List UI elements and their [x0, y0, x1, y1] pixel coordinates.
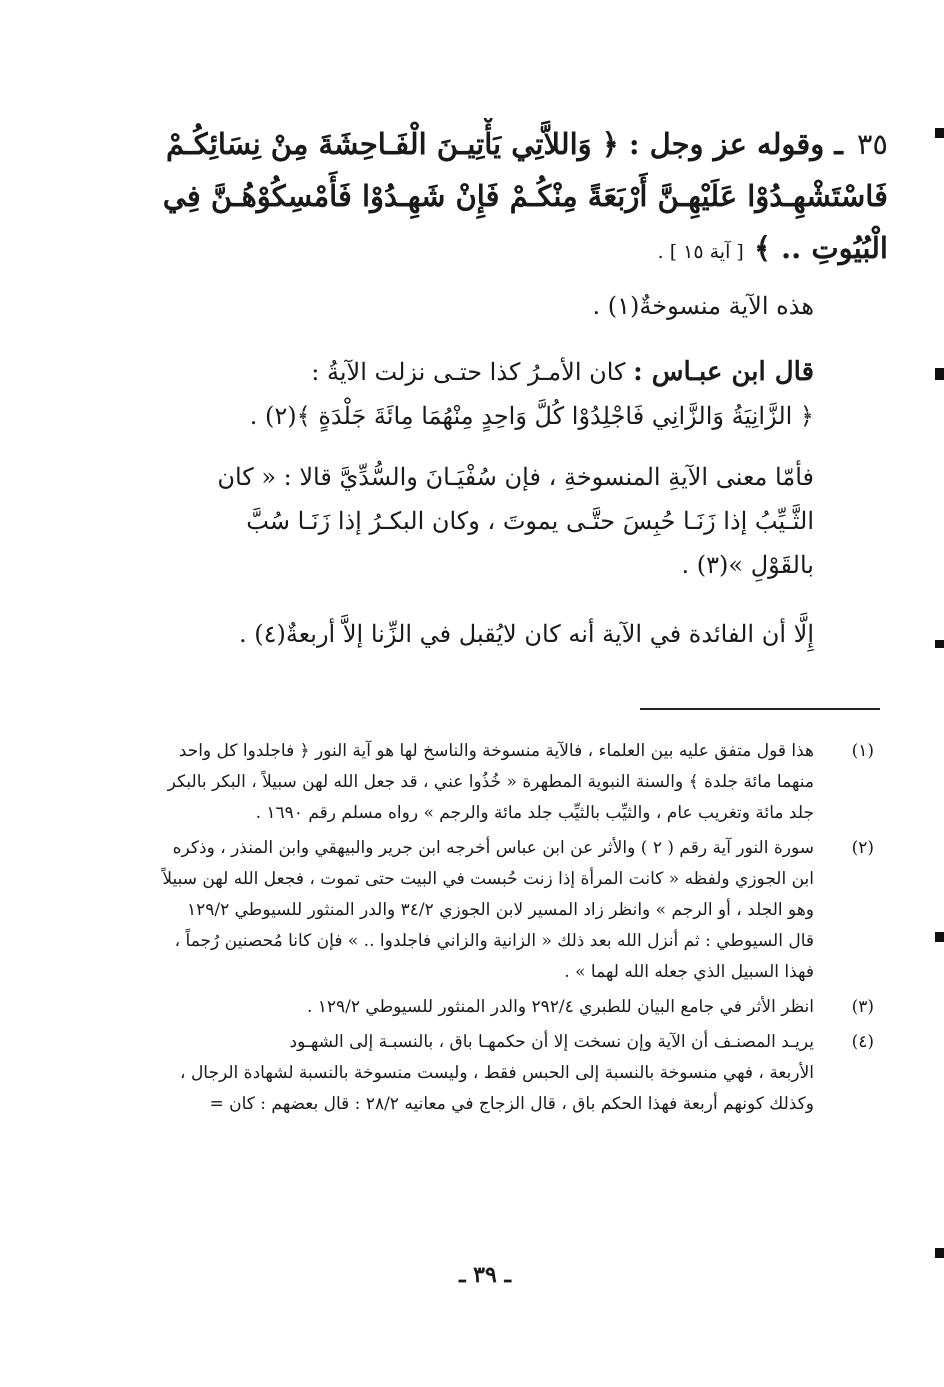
footnote-line: منهما مائة جلدة ﴾ والسنة النبوية المطهرة « خُذُوا عني ، قد جعل الله لهن سبيلاً ، البكر بالبكر — [167, 772, 814, 792]
scan-edge-mark — [935, 932, 944, 942]
footnote-line: وهو الجلد ، أو الرجم » وانظر زاد المسير لابن الجوزي ٣٤/٢ والدر المنثور للسيوطي ١٢٩/٢ — [186, 900, 814, 920]
paragraph-line: فأمّا معنى الآيةِ المنسوخةِ ، فإن سُفْيَـانَ والسُّدِّيَّ قالا : « كان — [217, 463, 814, 491]
quote-text: كان الأمـرُ كذا حتـى نزلت الآيةُ : — [311, 358, 634, 386]
footnote-number: (١) — [851, 741, 874, 761]
footnote-4 — [120, 1027, 874, 1120]
page-number: ـ ٣٩ ـ — [459, 1262, 511, 1288]
footnote-line: فهذا السبيل الذي جعله الله لهما » . — [564, 962, 814, 982]
entry-35 — [130, 118, 888, 278]
entry-text: ـ وقوله عز وجل : ﴿ وَاللاَّتِي يَأْتِيـنَ الْفَـاحِشَةَ مِنْ نِسَائِكُـمْ — [166, 127, 843, 161]
footnote-line: سورة النور آية رقم ( ٢ ) والأثر عن ابن عباس أخرجه ابن جرير والبيهقي وابن المنذر ، وذكره — [172, 838, 814, 858]
footnote-1 — [120, 736, 874, 829]
footnotes — [120, 736, 874, 1124]
entry-text: الْبُيُوتِ .. ﴾ — [753, 231, 888, 265]
scan-edge-mark — [935, 368, 944, 380]
footnote-line: انظر الأثر في جامع البيان للطبري ٢٩٢/٤ والدر المنثور للسيوطي ١٢٩/٢ . — [306, 997, 814, 1017]
entry-number: ٣٥ — [856, 127, 888, 161]
verse-reference: [ آية ١٥ ] . — [657, 241, 744, 263]
footnote-number: (٤) — [851, 1032, 874, 1052]
paragraph-line: هذه الآية منسوخةٌ(١) . — [592, 292, 814, 320]
entry-line — [130, 118, 888, 170]
speaker-name: قال ابن عبـاس : — [633, 357, 814, 387]
footnote-line: الأربعة ، فهي منسوخة بالنسبة إلى الحبس فقط ، وليست منسوخة بالنسبة لشهادة الرجال ، — [180, 1063, 814, 1083]
paragraph-line: الثَّـيِّبُ إذا زَنَـا حُبِسَ حتَّـى يموتَ ، وكان البكـرُ إذا زَنَـا سُبَّ — [246, 507, 814, 535]
scan-edge-mark — [935, 640, 944, 648]
verse-quote: ﴿ الزَّانِيَةُ وَالزَّانِي فَاجْلِدُوْا كُلَّ وَاحِدٍ مِنْهُمَا مِائَةَ جَلْدَةٍ ﴾(٢) . — [249, 402, 814, 430]
paragraph-abrogation — [130, 284, 814, 328]
footnote-line: قال السيوطي : ثم أنزل الله بعد ذلك « الزانية والزاني فاجلدوا .. » فإن كانا مُحصنين رُجماً ، — [174, 931, 814, 951]
footnote-line: ابن الجوزي ولفظه « كانت المرأة إذا زنت حُبست في البيت حتى تموت ، فجعل الله لهن سبيلاً — [162, 869, 814, 889]
scan-edge-mark — [935, 1248, 944, 1258]
footnote-number: (٢) — [851, 838, 874, 858]
paragraph-benefit — [130, 612, 814, 656]
footnote-3 — [120, 992, 874, 1023]
scan-edge-mark — [935, 128, 944, 138]
paragraph-line — [130, 350, 814, 394]
footnote-line: يريـد المصنـف أن الآية وإن نسخت إلا أن حكمهـا باق ، بالنسبـة إلى الشهـود — [289, 1032, 814, 1052]
footnote-2 — [120, 833, 874, 988]
footnote-line: هذا قول متفق عليه بين العلماء ، فالآية منسوخة والناسخ لها هو آية النور ﴿ فاجلدوا كل واحد — [178, 741, 814, 761]
entry-line — [130, 222, 888, 278]
footnote-separator — [640, 708, 880, 710]
entry-line: فَاسْتَشْهِـدُوْا عَلَيْهِـنَّ أَرْبَعَةً مِنْكُـمْ فَإِنْ شَهِـدُوْا فَأَمْسِكُوْهُـنَّ فِي — [162, 179, 888, 213]
paragraph-line: بالقَوْلِ »(٣) . — [681, 551, 814, 579]
paragraph-meaning — [130, 455, 814, 587]
paragraph-ibn-abbas — [130, 350, 814, 438]
paragraph-line: إِلَّا أن الفائدة في الآية أنه كان لايُقبل في الزِّنا إلاَّ أربعةٌ(٤) . — [238, 620, 814, 648]
footnote-line: وكذلك كونهم أربعة فهذا الحكم باق ، قال الزجاج في معانيه ٢٨/٢ : قال بعضهم : كان = — [209, 1094, 814, 1114]
footnote-number: (٣) — [851, 997, 874, 1017]
footnote-line: جلد مائة وتغريب عام ، والثيِّب بالثيِّب جلد مائة والرجم » رواه مسلم رقم ١٦٩٠ . — [255, 803, 814, 823]
